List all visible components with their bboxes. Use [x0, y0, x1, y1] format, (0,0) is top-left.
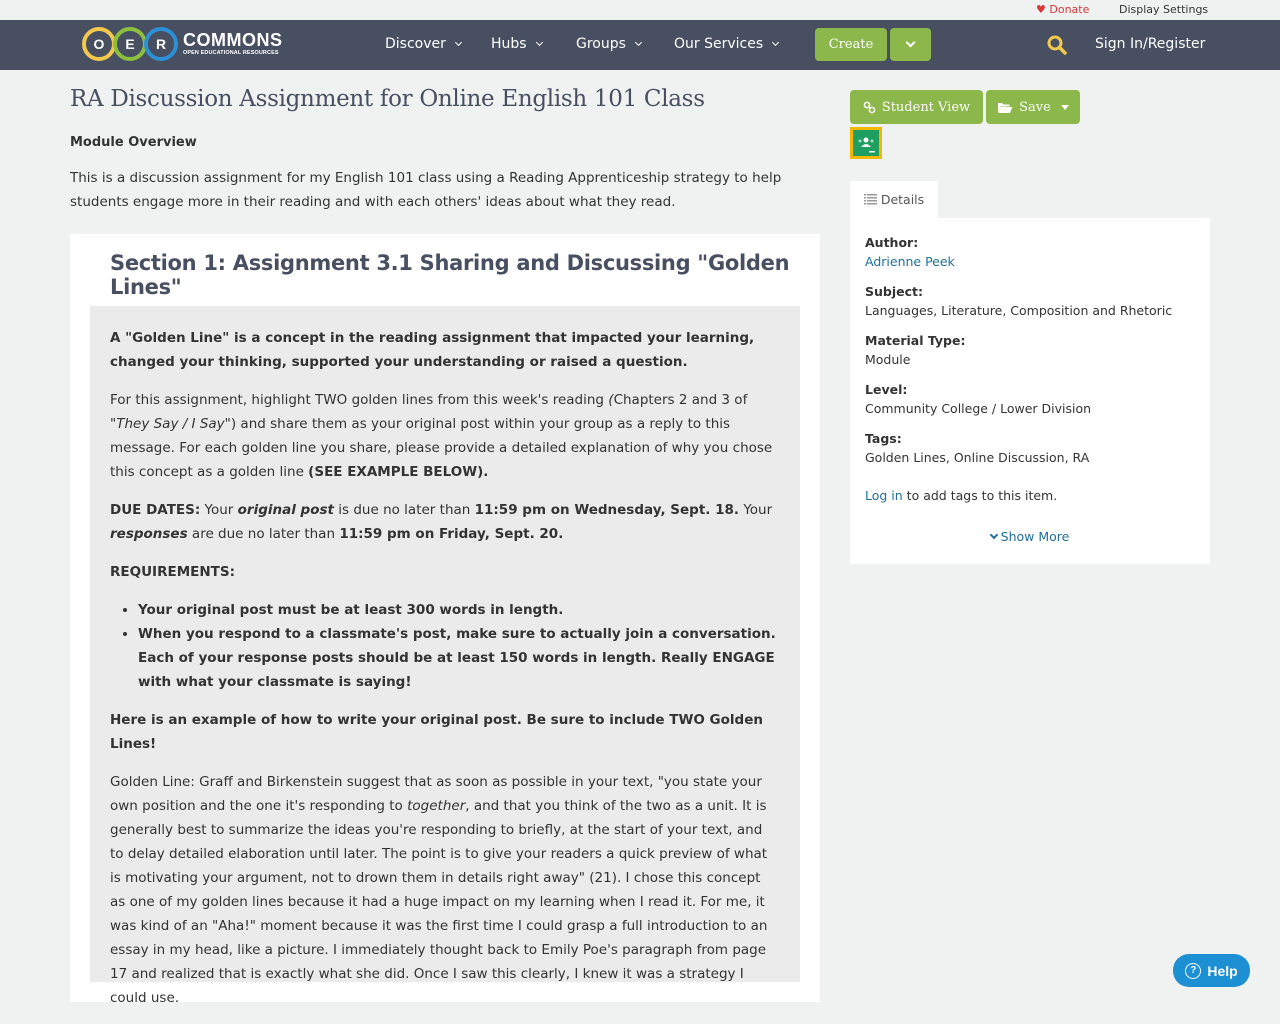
login-link[interactable]: Log in	[865, 488, 903, 503]
chevron-down-icon	[536, 39, 543, 46]
golden-line-definition-text: A "Golden Line" is a concept in the reading assignment that impacted your learning, changed your thinking, supported your understanding or raised a question.	[110, 330, 755, 370]
list-icon	[864, 194, 877, 205]
detail-label: Author:	[865, 235, 919, 250]
save-button[interactable]	[986, 90, 1080, 124]
chevron-down-icon	[906, 38, 916, 48]
book-title: "They Say / I Say"	[110, 416, 231, 432]
due-date-responses: 11:59 pm on Friday, Sept. 20.	[339, 526, 564, 542]
login-to-tag	[865, 487, 1195, 505]
google-classroom-icon	[853, 130, 879, 156]
nav-groups-label: Groups	[576, 36, 626, 52]
detail-value: Community College / Lower Division	[865, 401, 1092, 416]
author-link[interactable]: Adrienne Peek	[865, 254, 955, 269]
detail-value: Module	[865, 352, 911, 367]
module-overview-label: Module Overview	[70, 135, 197, 150]
nav-hubs-label: Hubs	[491, 36, 527, 52]
requirements-label-text: REQUIREMENTS:	[110, 564, 235, 580]
text: (SEE EXAMPLE BELOW).	[308, 464, 489, 480]
text: Your	[739, 502, 773, 518]
caret-down-icon	[1061, 105, 1069, 110]
chevron-down-icon	[455, 39, 462, 46]
section-content	[90, 306, 800, 1006]
help-label: Help	[1207, 962, 1238, 979]
heart-icon: ♥	[1036, 3, 1046, 16]
requirement-item: • Your original post must be at least 300 words in length.	[138, 598, 780, 622]
text: is due no later than	[333, 502, 475, 518]
due-dates-label: DUE DATES:	[110, 502, 201, 518]
example-intro-text: Here is an example of how to write your original post. Be sure to include TWO Golden Lines!	[110, 712, 763, 752]
nav-groups[interactable]	[576, 36, 641, 52]
create-button[interactable]: Create	[815, 28, 887, 61]
utility-bar	[0, 0, 1280, 20]
text: ) and share them as your original post within your group as a reply to this message. For each golden line you share, please provide a detailed explanation of why you chose this concept as a golden line	[110, 416, 773, 480]
donate-link[interactable]	[1036, 3, 1089, 16]
text: Golden Line: Graff and Birkenstein suggest that as soon as possible in your text, "you state your own position and the one it's responding to	[110, 774, 762, 814]
golden-line-definition	[110, 326, 780, 374]
tab-details[interactable]	[850, 181, 938, 218]
nav-discover[interactable]	[385, 36, 461, 52]
text: Your	[200, 502, 238, 518]
text: , and that you think of the two as a unit. It is generally best to summarize the ideas you're responding to briefly, at the start of your text, and to delay detailed elaboration until later. The point is to give your readers a quick preview of what is motivating your argument, not to drown them in details right away" (21). I chose this concept as one of my golden lines because it had a huge impact on my learning when I read it. For me, it was kind of an "Aha!" moment because it was the first time I could grasp a full introduction to an essay in my head, like a picture. I immediately thought back to Emily Poe's paragraph from page 17 and realized that is exactly what she did. Once I saw this clearly, I knew it was a strategy I could use.	[110, 798, 768, 1006]
link-icon	[863, 101, 876, 114]
save-label: Save	[1019, 99, 1051, 115]
logo-title: COMMONS	[183, 30, 283, 51]
section-card	[70, 234, 820, 1006]
tab-details-label: Details	[880, 192, 925, 207]
question-circle-icon: ?	[1185, 963, 1201, 979]
display-settings-link[interactable]: Display Settings	[1119, 3, 1209, 16]
text: original post	[237, 502, 334, 518]
oer-commons-logo[interactable]	[82, 26, 283, 62]
donate-label: Donate	[1049, 3, 1090, 16]
section-title: Section 1: Assignment 3.1 Sharing and Discussing "Golden Lines"	[110, 251, 790, 299]
detail-subject	[865, 283, 1195, 320]
text: are due no later than	[187, 526, 340, 542]
sign-in-register-link[interactable]: Sign In/Register	[1095, 36, 1206, 52]
detail-label: Tags:	[865, 431, 902, 446]
logo-letter-r: R	[144, 27, 178, 61]
requirements-list	[138, 598, 780, 694]
detail-author	[865, 234, 1195, 271]
details-panel	[850, 218, 1210, 564]
nav-our-services[interactable]	[674, 36, 778, 52]
login-suffix: to add tags to this item.	[902, 488, 1058, 503]
example-intro	[110, 708, 780, 756]
chevron-down-icon	[635, 39, 642, 46]
assignment-instructions	[110, 388, 780, 484]
requirements-label	[110, 560, 780, 584]
page-title: RA Discussion Assignment for Online English 101 Class	[70, 86, 705, 112]
module-overview-text: This is a discussion assignment for my English 101 class using a Reading Apprenticeship strategy to help students engage more in their reading and with each others' ideas about what they read.	[70, 170, 782, 210]
chevron-down-icon	[772, 39, 779, 46]
text: Chapters 2 and 3 of	[613, 392, 748, 408]
due-date-original: 11:59 pm on Wednesday, Sept. 18.	[474, 502, 740, 518]
nav-discover-label: Discover	[385, 36, 446, 52]
detail-value: Languages, Literature, Composition and Rhetoric	[865, 303, 1173, 318]
student-view-button[interactable]	[850, 90, 983, 124]
folder-open-icon	[997, 101, 1013, 113]
logo-wordmark	[183, 31, 283, 57]
logo-tagline: OPEN EDUCATIONAL RESOURCES	[183, 50, 279, 57]
example-post	[110, 770, 780, 1010]
requirement-item: • When you respond to a classmate's post, make sure to actually join a conversation. Each of your response posts should be at least 150 words in length. Really ENGAGE with what your classmate is saying!	[138, 622, 780, 694]
student-view-label: Student View	[881, 99, 971, 115]
text: For this assignment, highlight TWO golden lines from this week's reading	[110, 392, 609, 408]
logo-letter-o: O	[82, 27, 116, 61]
due-dates	[110, 498, 780, 546]
chevron-down-icon	[989, 531, 997, 539]
nav-our-services-label: Our Services	[674, 36, 764, 52]
help-button[interactable]	[1173, 954, 1250, 987]
create-dropdown-button[interactable]	[890, 28, 931, 61]
text: together	[407, 798, 466, 814]
main-nav	[0, 20, 1280, 70]
text: responses	[110, 526, 188, 542]
detail-label: Material Type:	[865, 333, 966, 348]
detail-value: Golden Lines, Online Discussion, RA	[865, 450, 1090, 465]
search-icon[interactable]	[1047, 35, 1067, 55]
nav-hubs[interactable]	[491, 36, 542, 52]
detail-label: Subject:	[865, 284, 923, 299]
detail-level	[865, 381, 1195, 418]
google-classroom-share-button[interactable]	[850, 127, 882, 159]
detail-material-type	[865, 332, 1195, 369]
show-more-link[interactable]	[865, 529, 1195, 544]
detail-tags	[865, 430, 1195, 467]
show-more-label: Show More	[1000, 529, 1070, 544]
logo-letter-e: E	[113, 27, 147, 61]
text: (	[608, 392, 614, 408]
detail-label: Level:	[865, 382, 908, 397]
